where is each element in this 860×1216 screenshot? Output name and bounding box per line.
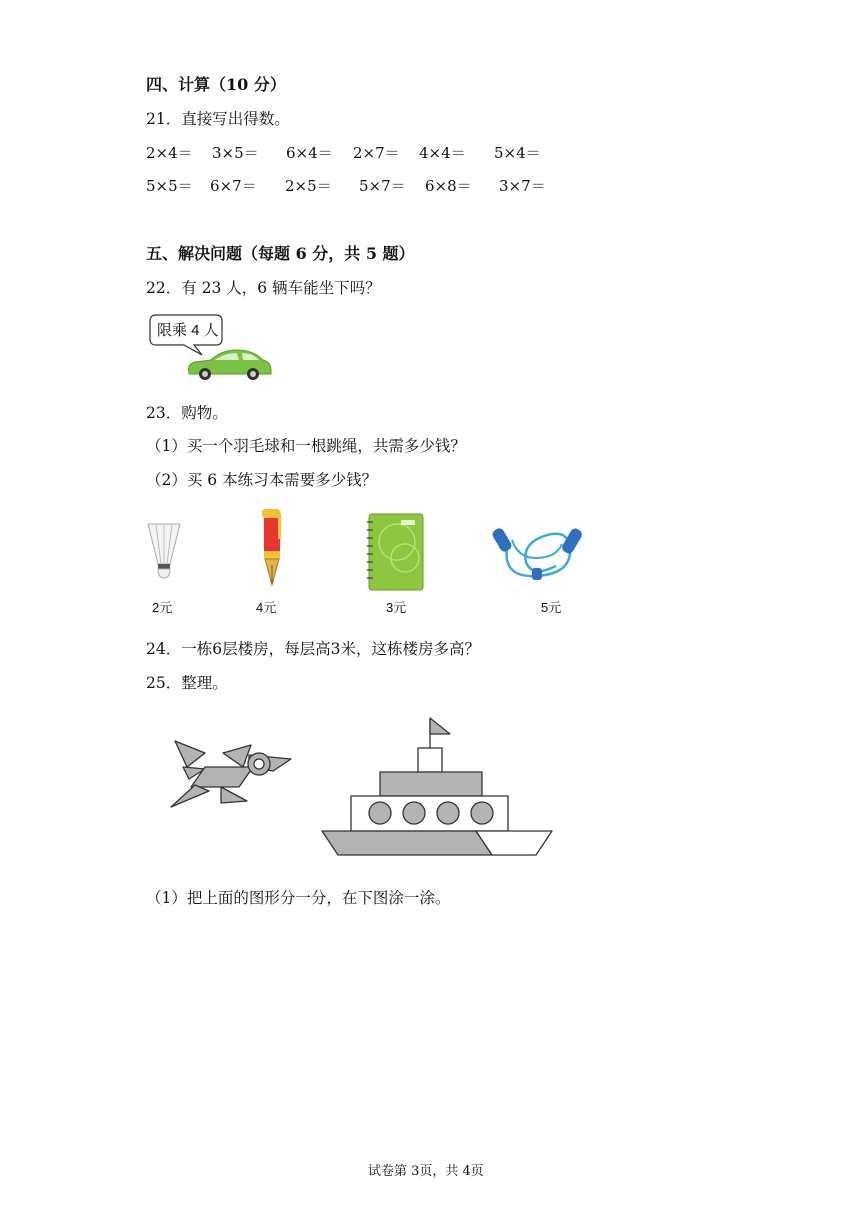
car-icon (185, 342, 275, 382)
calc-item: 3×7＝ (499, 177, 546, 195)
notebook-icon (365, 512, 427, 592)
tangram-bird-image (165, 735, 305, 835)
price-label: 5元 (541, 600, 562, 615)
pen-icon (252, 505, 292, 591)
question-25: 25．整理。 (146, 674, 228, 692)
question-24: 24．一栋6层楼房，每层高3米，这栋楼房多高？ (146, 640, 480, 658)
boat-shapes-image (318, 712, 558, 862)
shuttlecock-icon (144, 520, 184, 584)
calc-item: 5×7＝ (359, 177, 406, 195)
calc-item: 2×5＝ (285, 177, 332, 195)
price-label: 4元 (256, 600, 277, 615)
calc-item: 5×5＝ (146, 177, 193, 195)
calc-item: 6×4＝ (286, 144, 333, 162)
question-25-part-1: （1）把上面的图形分一分，在下图涂一涂。 (146, 889, 451, 907)
calc-item: 2×7＝ (353, 144, 400, 162)
question-23-part-2: （2）买 6 本练习本需要多少钱？ (146, 471, 378, 489)
price-label: 2元 (152, 600, 173, 615)
section-title-calculation: 四、计算（10 分） (146, 75, 286, 94)
calc-item: 5×4＝ (494, 144, 541, 162)
calc-item: 6×8＝ (425, 177, 472, 195)
question-21: 21．直接写出得数。 (146, 110, 290, 128)
question-23: 23．购物。 (146, 404, 228, 422)
section-title-problems: 五、解决问题（每题 6 分，共 5 题） (146, 244, 415, 263)
page-footer: 试卷第 3页，共 4页 (368, 1164, 484, 1179)
question-23-part-1: （1）买一个羽毛球和一根跳绳，共需多少钱？ (146, 437, 466, 455)
jump-rope-icon (492, 518, 588, 588)
calc-item: 2×4＝ (146, 144, 193, 162)
price-label: 3元 (386, 600, 407, 615)
calc-item: 6×7＝ (210, 177, 257, 195)
question-22: 22．有 23 人，6 辆车能坐下吗？ (146, 279, 381, 297)
car-sign-text: 限乘 4 人 (157, 322, 219, 339)
calc-item: 3×5＝ (212, 144, 259, 162)
calc-item: 4×4＝ (419, 144, 466, 162)
